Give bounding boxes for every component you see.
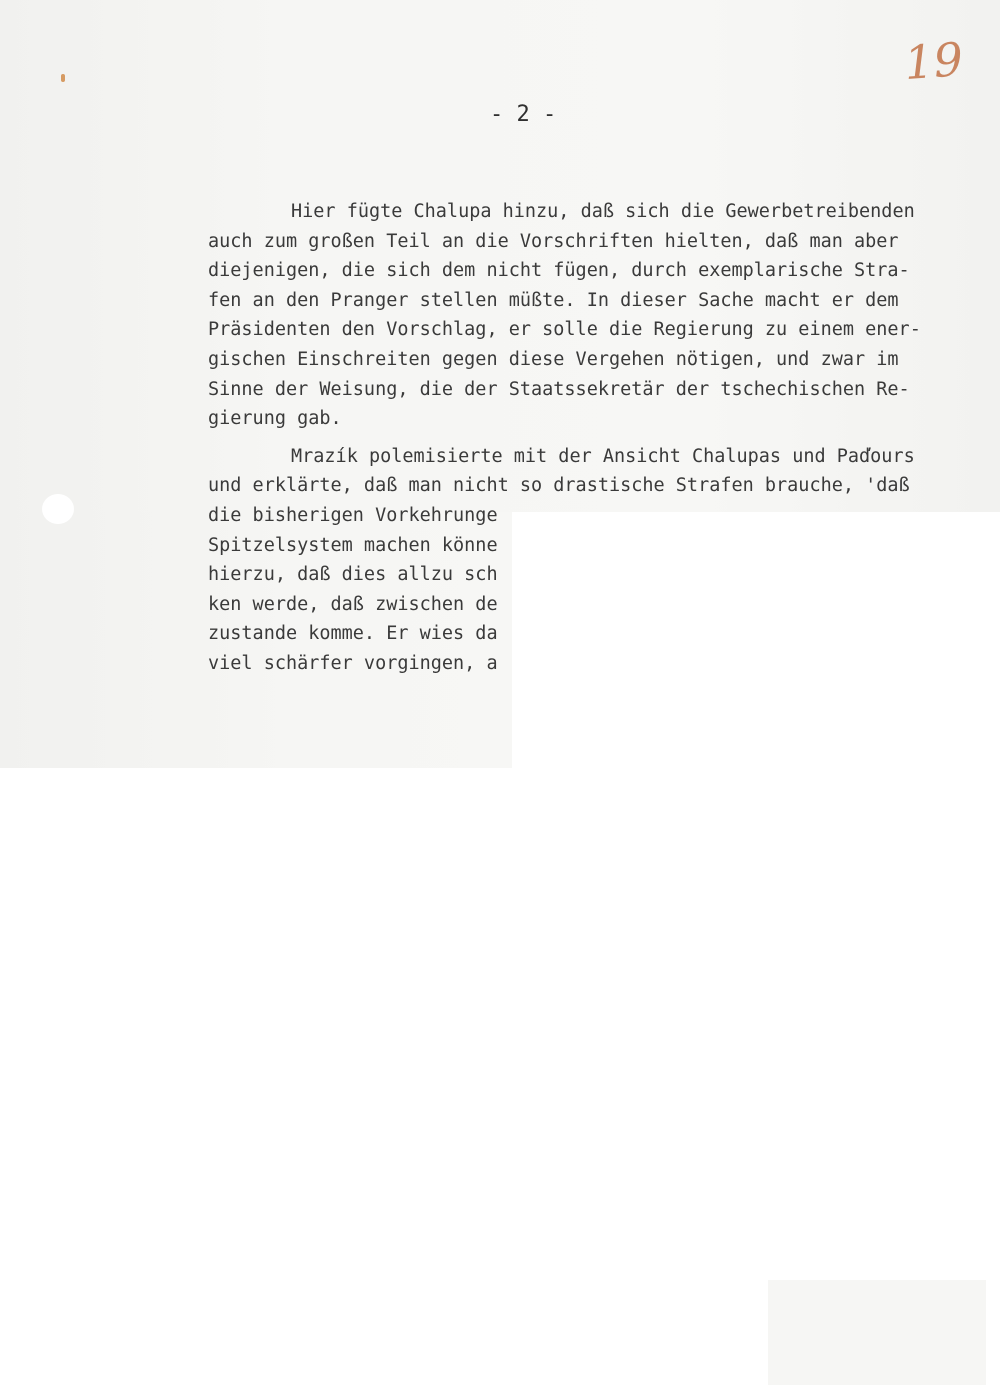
text-line: fen an den Pranger stellen müßte. In dieser Sache macht er dem xyxy=(208,289,899,311)
text-line: viel schärfer vorgingen, a xyxy=(208,652,498,674)
text-line: gischen Einschreiten gegen diese Vergehen nötigen, und zwar im xyxy=(208,348,899,370)
handwritten-folio-number: 19 xyxy=(902,32,965,91)
text-line: Hier fügte Chalupa hinzu, daß sich die Gewerbetreibenden xyxy=(291,201,915,222)
text-line: ken werde, daß zwischen de xyxy=(208,593,498,615)
text-line: Präsidenten den Vorschlag, er solle die Regierung zu einem ener- xyxy=(208,319,921,341)
text-line: die bisherigen Vorkehrunge xyxy=(208,504,498,526)
text-line: auch zum großen Teil an die Vorschriften hielten, daß man aber xyxy=(208,230,899,252)
text-line: diejenigen, die sich dem nicht fügen, durch exemplarische Stra- xyxy=(208,260,910,282)
punch-hole xyxy=(42,494,74,524)
blank-region xyxy=(512,512,1000,768)
edge-mark xyxy=(61,74,65,82)
text-line: Sinne der Weisung, die der Staatssekretär der tschechischen Re- xyxy=(208,378,910,400)
text-line: zustande komme. Er wies da xyxy=(208,623,498,645)
text-line: hierzu, daß dies allzu sch xyxy=(208,564,498,586)
page-number: - 2 - xyxy=(490,102,557,127)
text-line: und erklärte, daß man nicht so drastische Strafen brauche, 'daß xyxy=(208,475,910,497)
scanned-paper-corner xyxy=(768,1280,986,1385)
text-line: gierung gab. xyxy=(208,408,342,430)
text-line: Mrazík polemisierte mit der Ansicht Chalupas und Paďours xyxy=(291,445,915,467)
text-line: Spitzelsystem machen könne xyxy=(208,534,498,556)
